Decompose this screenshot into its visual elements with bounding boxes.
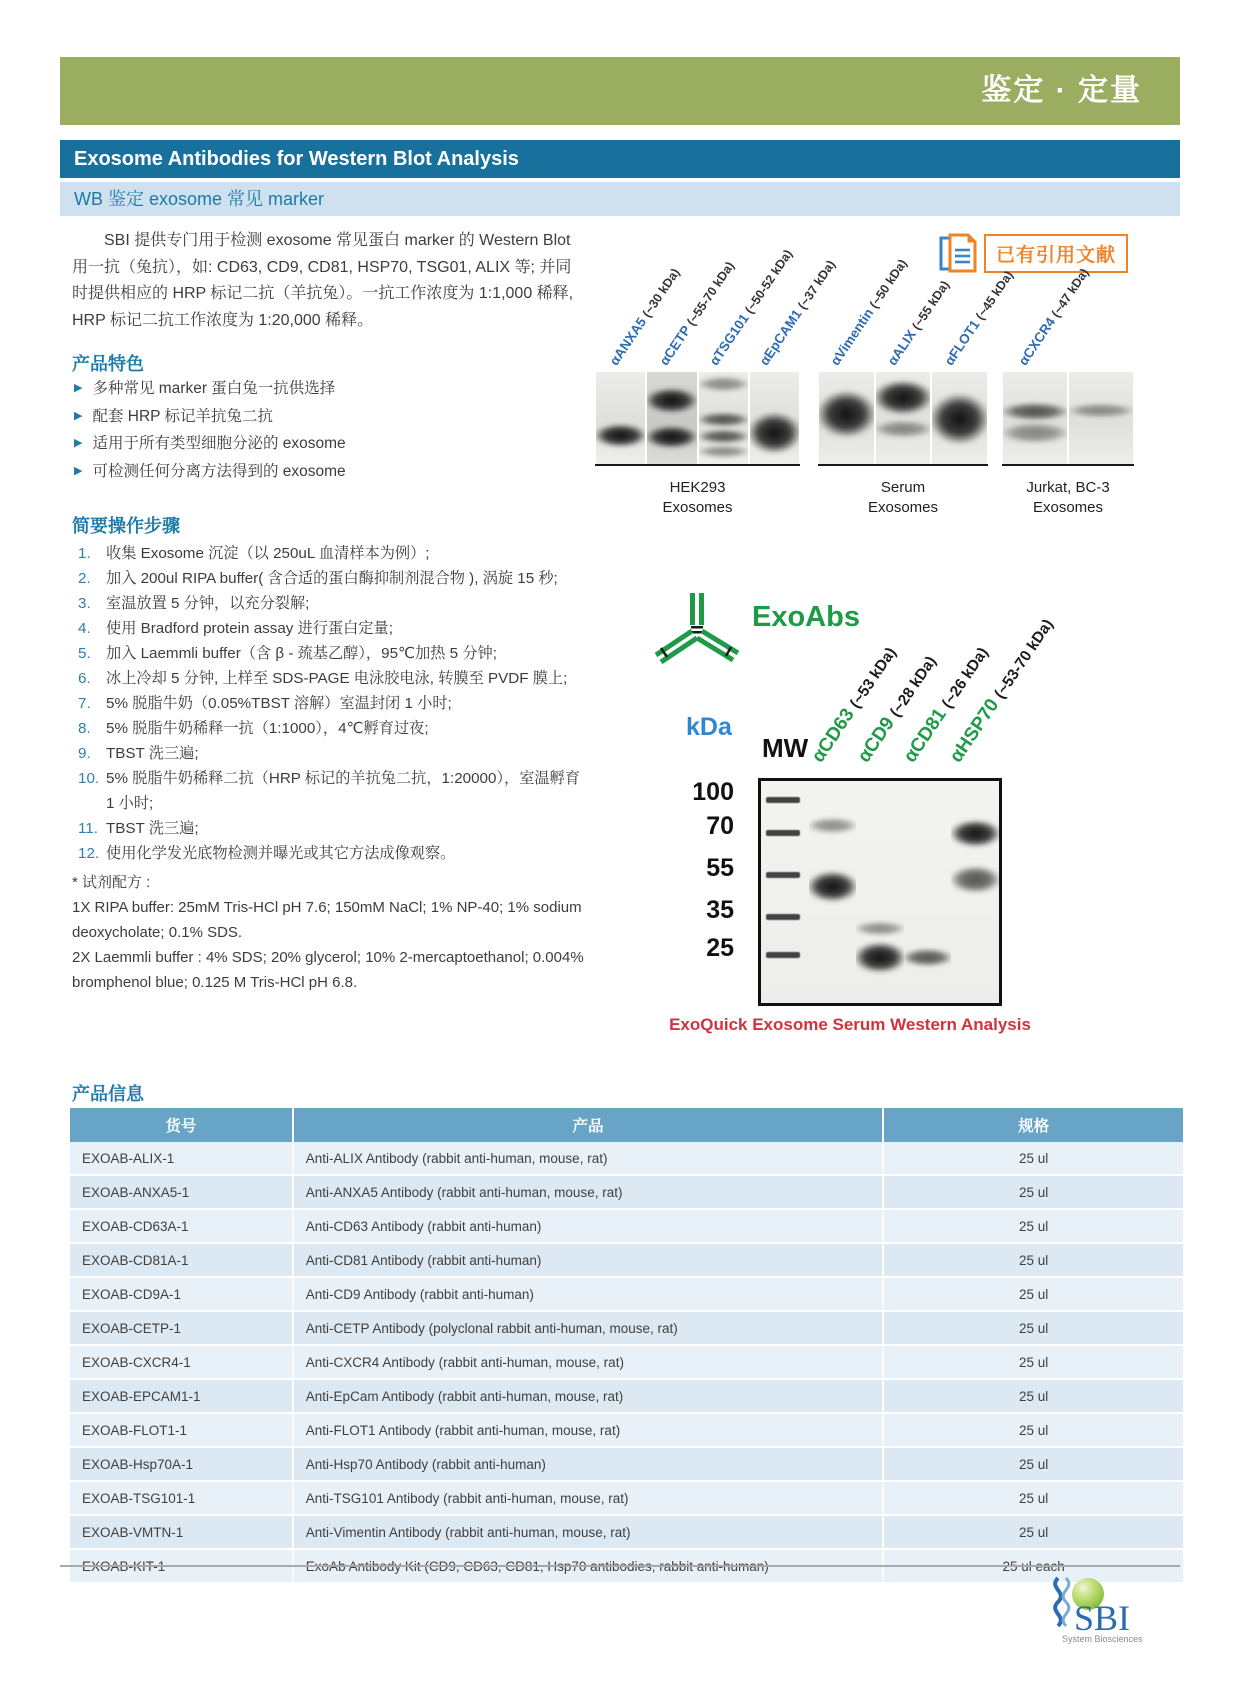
table-row xyxy=(70,1379,1184,1413)
cell-product-name: Anti-TSG101 Antibody (rabbit anti-human, mouse, rat) xyxy=(293,1481,883,1515)
cell-catalog-number: EXOAB-CXCR4-1 xyxy=(70,1345,293,1379)
blot-lane-cd81 xyxy=(904,781,952,1003)
product-table xyxy=(70,1108,1185,1584)
bullet-icon: ▶ xyxy=(74,409,83,422)
lane-label: αHSP70 (~53-70 kDa) xyxy=(945,616,1057,767)
procedure-step xyxy=(72,541,588,566)
table-row xyxy=(70,1447,1184,1481)
cell-product-name: Anti-ANXA5 Antibody (rabbit anti-human, mouse, rat) xyxy=(293,1175,883,1209)
step-text: 5% 脱脂牛奶稀释二抗（HRP 标记的羊抗兔二抗，1:20000），室温孵育 1 小时; xyxy=(106,770,580,812)
lane-label: αCD9 (~28 kDa) xyxy=(853,653,940,767)
footer-divider xyxy=(60,1565,1180,1567)
procedure-step xyxy=(72,816,588,841)
table-row xyxy=(70,1481,1184,1515)
cell-catalog-number: EXOAB-CETP-1 xyxy=(70,1311,293,1345)
exoabs-logo-text: ExoAbs xyxy=(752,601,860,633)
lane-label: αVimentin (~50 kDa) xyxy=(827,256,910,368)
step-number: 3. xyxy=(78,595,91,612)
cell-catalog-number: EXOAB-EPCAM1-1 xyxy=(70,1379,293,1413)
sbi-logo xyxy=(1022,1576,1182,1653)
lane-label: αFLOT1 (~45 kDa) xyxy=(941,268,1016,368)
feature-text: 配套 HRP 标记羊抗兔二抗 xyxy=(92,407,274,425)
cell-product-name: Anti-CXCR4 Antibody (rabbit anti-human, mouse, rat) xyxy=(293,1345,883,1379)
blot-lane xyxy=(819,372,874,464)
procedure-step xyxy=(72,616,588,641)
blot-lane-cd9 xyxy=(856,781,904,1003)
ladder-value: 70 xyxy=(706,812,734,840)
lane-label: αCXCR4 (~47 kDa) xyxy=(1015,265,1092,368)
cell-size: 25 ul xyxy=(883,1311,1184,1345)
feature-text: 可检测任何分离方法得到的 exosome xyxy=(92,462,346,480)
cell-size: 25 ul xyxy=(883,1379,1184,1413)
step-number: 7. xyxy=(78,695,91,712)
blot-group-hek293 xyxy=(595,372,800,466)
exoabs-figure xyxy=(640,585,1120,1040)
ladder-value: 25 xyxy=(706,934,734,962)
cell-catalog-number: EXOAB-VMTN-1 xyxy=(70,1515,293,1549)
blot-lane xyxy=(876,372,931,464)
cell-product-name: Anti-Hsp70 Antibody (rabbit anti-human) xyxy=(293,1447,883,1481)
page-banner xyxy=(60,57,1180,125)
sbi-logo-subtext: System Biosciences xyxy=(1062,1634,1143,1644)
table-row xyxy=(70,1142,1184,1175)
cell-catalog-number: EXOAB-ALIX-1 xyxy=(70,1142,293,1175)
features-heading: 产品特色 xyxy=(72,354,144,374)
recipe-laemmli: 2X Laemmli buffer : 4% SDS; 20% glycerol; 10% 2-mercaptoethanol; 0.004% bromphenol blue; 0.125 M Tris-HCl pH 6.8. xyxy=(72,949,584,991)
blot-lane xyxy=(1069,372,1133,464)
step-text: 使用 Bradford protein assay 进行蛋白定量; xyxy=(106,620,393,637)
western-blot-box xyxy=(758,778,1002,1006)
cell-size: 25 ul xyxy=(883,1481,1184,1515)
procedure-step xyxy=(72,566,588,591)
steps-list xyxy=(72,541,588,866)
blot-lane xyxy=(750,372,799,464)
citation-badge-label: 已有引用文献 xyxy=(984,234,1128,273)
blot-lane xyxy=(596,372,645,464)
bullet-icon: ▶ xyxy=(74,437,83,450)
cell-product-name: Anti-EpCam Antibody (rabbit anti-human, mouse, rat) xyxy=(293,1379,883,1413)
step-number: 9. xyxy=(78,745,91,762)
column-header-catalog: 货号 xyxy=(70,1108,293,1142)
table-row xyxy=(70,1413,1184,1447)
lane-label: αALIX (~55 kDa) xyxy=(884,278,953,368)
document-subtitle-bar xyxy=(60,182,1180,216)
ladder-value: 35 xyxy=(706,896,734,924)
intro-paragraph: SBI 提供专门用于检测 exosome 常见蛋白 marker 的 Western Blot 用一抗（兔抗），如: CD63, CD9, CD81, HSP70, TSG01, ALIX 等; 并同时提供相应的 HRP 标记二抗（羊抗兔）。一抗工作浓度为 1:1,000 稀释, HRP 标记二抗工作浓度为 1:20,000 稀释。 xyxy=(72,232,574,329)
ladder-value: 100 xyxy=(692,778,734,806)
lane-label: αCD63 (~53 kDa) xyxy=(807,644,900,767)
citation-document-icon xyxy=(938,232,980,274)
recipe-title: * 试剂配方 : xyxy=(72,874,151,891)
cell-catalog-number: EXOAB-ANXA5-1 xyxy=(70,1175,293,1209)
table-row xyxy=(70,1515,1184,1549)
recipe-ripa: 1X RIPA buffer: 25mM Tris-HCl pH 7.6; 150mM NaCl; 1% NP-40; 1% sodium deoxycholate; 0.1% SDS. xyxy=(72,899,582,941)
cell-catalog-number: EXOAB-CD9A-1 xyxy=(70,1277,293,1311)
bullet-icon: ▶ xyxy=(74,382,83,394)
lane-label: αANXA5 (~30 kDa) xyxy=(606,265,683,368)
cell-size: 25 ul xyxy=(883,1277,1184,1311)
banner-title: 鉴定 · 定量 xyxy=(981,74,1142,107)
procedure-step xyxy=(72,766,588,816)
cell-size: 25 ul xyxy=(883,1175,1184,1209)
cell-product-name: Anti-ALIX Antibody (rabbit anti-human, mouse, rat) xyxy=(293,1142,883,1175)
cell-size: 25 ul xyxy=(883,1515,1184,1549)
blot-lane-hsp70 xyxy=(951,781,999,1003)
blot-lane xyxy=(647,372,696,464)
antibody-icon xyxy=(646,591,746,671)
blot-lane xyxy=(699,372,748,464)
feature-text: 适用于所有类型细胞分泌的 exosome xyxy=(92,435,346,453)
step-text: TBST 洗三遍; xyxy=(106,745,199,762)
table-row xyxy=(70,1243,1184,1277)
feature-item xyxy=(72,408,572,427)
steps-heading: 简要操作步骤 xyxy=(72,516,180,536)
cell-size: 25 ul xyxy=(883,1447,1184,1481)
procedure-step xyxy=(72,591,588,616)
procedure-step xyxy=(72,691,588,716)
cell-size: 25 ul xyxy=(883,1413,1184,1447)
table-row xyxy=(70,1209,1184,1243)
mw-ladder-lane xyxy=(761,781,809,1003)
step-text: 收集 Exosome 沉淀（以 250uL 血清样本为例）; xyxy=(106,545,430,562)
blot-lane-cd63 xyxy=(809,781,857,1003)
cell-size: 25 ul xyxy=(883,1142,1184,1175)
cell-size: 25 ul xyxy=(883,1209,1184,1243)
sbi-logo-text: SBI xyxy=(1074,1598,1131,1638)
table-row xyxy=(70,1311,1184,1345)
cell-catalog-number: EXOAB-Hsp70A-1 xyxy=(70,1447,293,1481)
step-number: 10. xyxy=(78,770,100,787)
lane-label: αTSG101 (~50-52 kDa) xyxy=(706,247,796,368)
step-text: 室温放置 5 分钟，以充分裂解; xyxy=(106,595,310,612)
step-number: 1. xyxy=(78,545,91,562)
procedure-step xyxy=(72,841,588,866)
cell-catalog-number: EXOAB-CD63A-1 xyxy=(70,1209,293,1243)
cell-size: 25 ul xyxy=(883,1345,1184,1379)
blot-lane xyxy=(932,372,987,464)
step-text: 加入 Laemmli buffer（含 β - 巯基乙醇），95℃加热 5 分钟; xyxy=(106,645,497,662)
feature-item xyxy=(72,435,572,454)
cell-product-name: Anti-CD63 Antibody (rabbit anti-human) xyxy=(293,1209,883,1243)
step-text: TBST 洗三遍; xyxy=(106,820,199,837)
step-number: 11. xyxy=(78,820,98,837)
lane-label: αCD81 (~26 kDa) xyxy=(899,644,992,767)
column-header-size: 规格 xyxy=(883,1108,1184,1142)
blot-caption: HEK293 Exosomes xyxy=(662,479,733,516)
blot-lane xyxy=(1003,372,1067,464)
cell-product-name: Anti-FLOT1 Antibody (rabbit anti-human, mouse, rat) xyxy=(293,1413,883,1447)
step-number: 8. xyxy=(78,720,91,737)
cell-size: 25 ul xyxy=(883,1243,1184,1277)
step-number: 4. xyxy=(78,620,91,637)
blot-caption: Jurkat, BC-3 Exosomes xyxy=(1026,479,1110,516)
step-text: 使用化学发光底物检测并曝光或其它方法成像观察。 xyxy=(106,845,456,862)
blot-caption: Serum Exosomes xyxy=(867,479,939,516)
cell-catalog-number: EXOAB-FLOT1-1 xyxy=(70,1413,293,1447)
feature-item xyxy=(72,380,572,399)
mw-lane-label: MW xyxy=(762,733,809,763)
table-row xyxy=(70,1175,1184,1209)
step-text: 加入 200ul RIPA buffer( 含合适的蛋白酶抑制剂混合物 ), 涡旋 15 秒; xyxy=(106,570,558,587)
blot-group-serum xyxy=(818,372,988,466)
features-list xyxy=(72,380,572,490)
procedure-step xyxy=(72,641,588,666)
column-header-product: 产品 xyxy=(293,1108,883,1142)
citation-badge xyxy=(938,232,1128,274)
reagent-recipes xyxy=(72,870,588,995)
ladder-value: 55 xyxy=(706,854,734,882)
procedure-step xyxy=(72,716,588,741)
lane-label: αCETP (~55-70 kDa) xyxy=(656,259,738,368)
table-header-row xyxy=(70,1108,1184,1142)
cell-product-name: Anti-CD9 Antibody (rabbit anti-human) xyxy=(293,1277,883,1311)
product-info-heading: 产品信息 xyxy=(72,1084,144,1104)
step-number: 12. xyxy=(78,845,100,862)
step-number: 6. xyxy=(78,670,91,687)
step-number: 2. xyxy=(78,570,91,587)
step-number: 5. xyxy=(78,645,91,662)
step-text: 冰上冷却 5 分钟, 上样至 SDS-PAGE 电泳胶电泳, 转膜至 PVDF 膜上; xyxy=(106,670,568,687)
cell-product-name: Anti-CETP Antibody (polyclonal rabbit anti-human, mouse, rat) xyxy=(293,1311,883,1345)
feature-item xyxy=(72,463,572,482)
step-text: 5% 脱脂牛奶（0.05%TBST 溶解）室温封闭 1 小时; xyxy=(106,695,452,712)
document-subtitle: WB 鉴定 exosome 常见 marker xyxy=(74,189,325,209)
blot-group-jurkat xyxy=(1002,372,1134,466)
lane-label: αEpCAM1 (~37 kDa) xyxy=(756,257,839,368)
cell-product-name: Anti-CD81 Antibody (rabbit anti-human) xyxy=(293,1243,883,1277)
document-title: Exosome Antibodies for Western Blot Analysis xyxy=(74,148,519,170)
document-title-bar xyxy=(60,140,1180,178)
kda-axis-label: kDa xyxy=(686,713,732,741)
table-row xyxy=(70,1277,1184,1311)
table-row xyxy=(70,1345,1184,1379)
feature-text: 多种常见 marker 蛋白兔一抗供选择 xyxy=(92,380,336,397)
step-text: 5% 脱脂牛奶稀释一抗（1:1000），4℃孵育过夜; xyxy=(106,720,429,737)
procedure-step xyxy=(72,666,588,691)
figure-caption: ExoQuick Exosome Serum Western Analysis xyxy=(669,1015,1031,1034)
cell-catalog-number: EXOAB-CD81A-1 xyxy=(70,1243,293,1277)
cell-product-name: Anti-Vimentin Antibody (rabbit anti-human, mouse, rat) xyxy=(293,1515,883,1549)
procedure-step xyxy=(72,741,588,766)
bullet-icon: ▶ xyxy=(74,464,83,477)
cell-catalog-number: EXOAB-TSG101-1 xyxy=(70,1481,293,1515)
